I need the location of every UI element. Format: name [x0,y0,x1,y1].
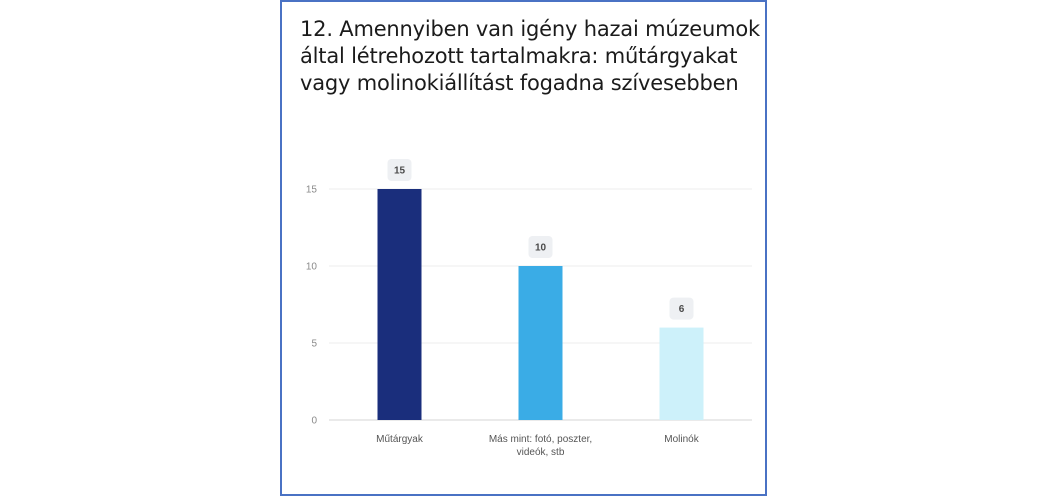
y-tick-label: 15 [305,184,317,196]
data-label: 15 [393,165,406,177]
bar [519,266,563,420]
y-tick-label: 5 [311,338,317,350]
chart-frame [280,0,767,496]
data-label: 6 [678,304,685,316]
bar [378,189,422,420]
chart-title: 12. Amennyiben van igény hazai múzeumok által létrehozott tartalmakra: műtárgyakat vagy molinokiállítást fogadna szívesebben [300,17,760,95]
y-tick-label: 10 [305,261,317,273]
category-label: Molinók [664,434,699,445]
category-label: Más mint: fotó, poszter, [488,434,593,445]
category-label: Műtárgyak [376,434,423,445]
data-label: 10 [534,242,547,254]
y-tick-label: 0 [311,415,317,427]
bar [660,328,704,420]
bar-chart [282,2,765,494]
category-label: videók, stb [516,447,565,458]
